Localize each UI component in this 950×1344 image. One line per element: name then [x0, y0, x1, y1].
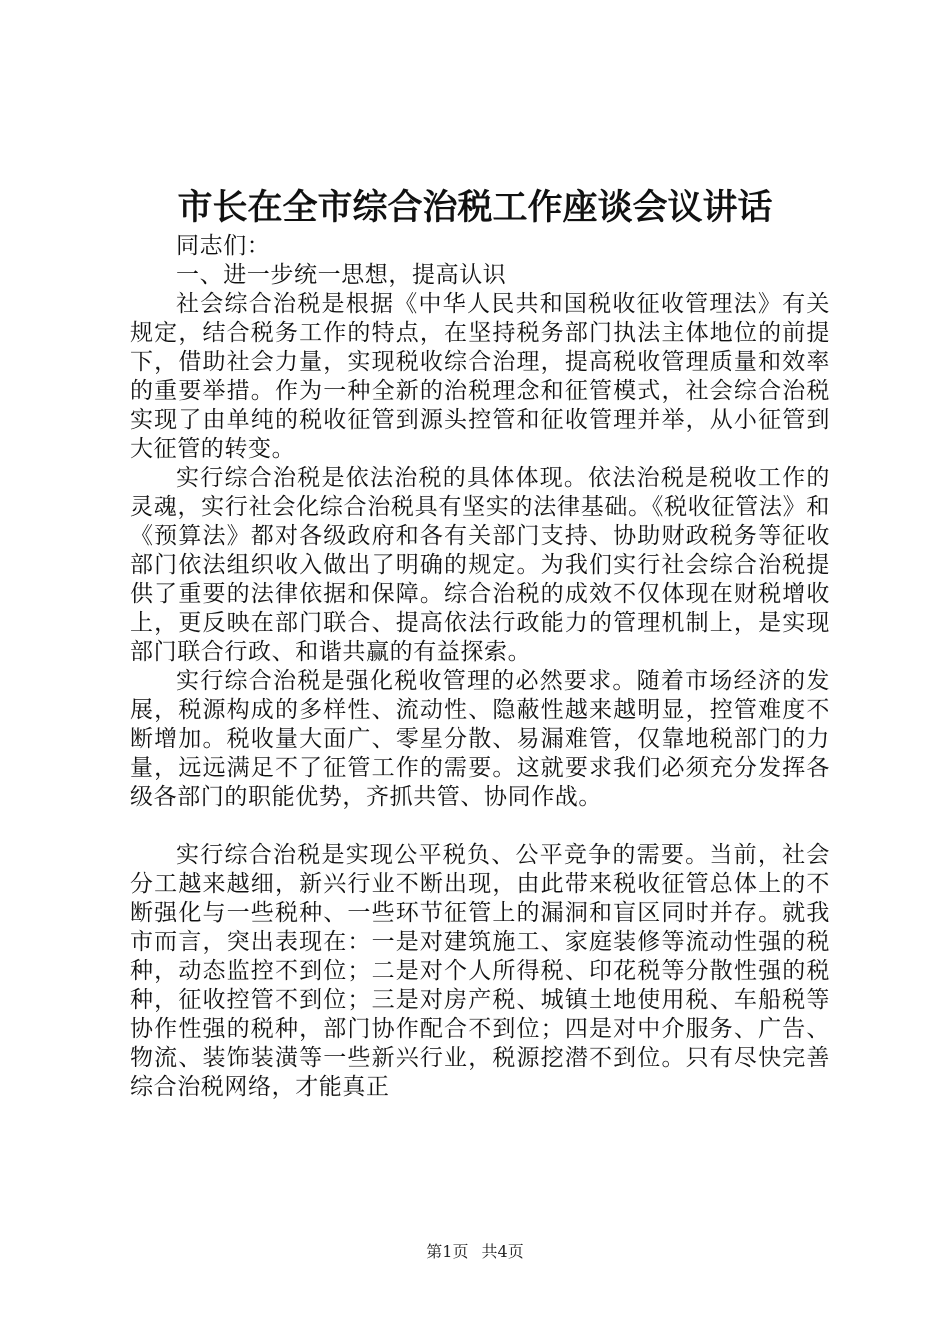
paragraph: 实行综合治税是实现公平税负、公平竞争的需要。当前，社会分工越来越细，新兴行业不断出现，由此带来税收征管总体上的不断强化与一些税种、一些环节征管上的漏洞和盲区同时并存。就我市而言，突出表现在：一是对建筑施工、家庭装修等流动性强的税种，动态监控不到位；二是对个人所得税、印花税等分散性强的税种，征收控管不到位；三是对房产税、城镇土地使用税、车船税等协作性强的税种，部门协作配合不到位；四是对中介服务、广告、物流、装饰装潢等一些新兴行业，税源挖潜不到位。只有尽快完善综合治税网络，才能真正 — [130, 842, 830, 1100]
paragraph: 实行综合治税是强化税收管理的必然要求。随着市场经济的发展，税源构成的多样性、流动性、隐蔽性越来越明显，控管难度不断增加。税收量大面广、零星分散、易漏难管，仅靠地税部门的力量，远远满足不了征管工作的需要。这就要求我们必须充分发挥各级各部门的职能优势，齐抓共管、协同作战。 — [130, 668, 830, 810]
section-heading: 一、进一步统一思想，提高认识 — [176, 262, 507, 288]
paragraph: 社会综合治税是根据《中华人民共和国税收征收管理法》有关规定，结合税务工作的特点，在坚持税务部门执法主体地位的前提下，借助社会力量，实现税收综合治理，提高税收管理质量和效率的重要举措。作为一种全新的治税理念和征管模式，社会综合治税实现了由单纯的税收征管到源头控管和征收管理并举，从小征管到大征管的转变。 — [130, 291, 830, 462]
page-footer — [0, 1240, 950, 1264]
page-total: 共4页 — [481, 1242, 524, 1261]
document-title: 市长在全市综合治税工作座谈会议讲话 — [177, 187, 773, 228]
page-number: 第1页 — [426, 1242, 469, 1261]
paragraph: 实行综合治税是依法治税的具体体现。依法治税是税收工作的灵魂，实行社会化综合治税具有坚实的法律基础。《税收征管法》和《预算法》都对各级政府和各有关部门支持、协助财政税务等征收部门依法组织收入做出了明确的规定。为我们实行社会综合治税提供了重要的法律依据和保障。综合治税的成效不仅体现在财税增收上，更反映在部门联合、提高依法行政能力的管理机制上，是实现部门联合行政、和谐共赢的有益探索。 — [130, 465, 830, 665]
document-body — [130, 232, 830, 1102]
salutation: 同志们： — [176, 233, 271, 259]
